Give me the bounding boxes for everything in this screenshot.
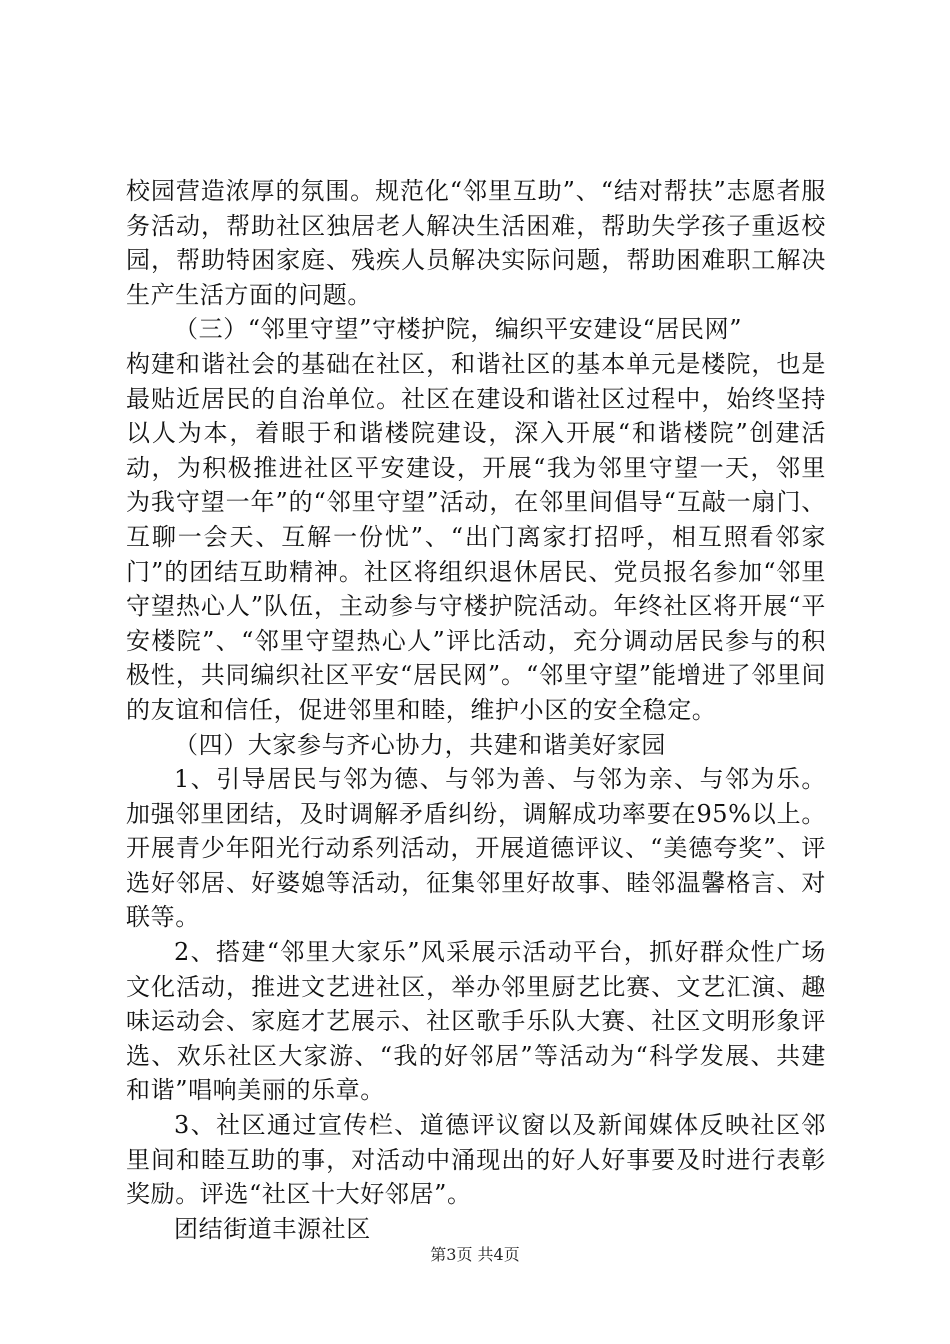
document-body [126, 174, 826, 1246]
paragraph-harmonious-community: 构建和谐社会的基础在社区，和谐社区的基本单元是楼院，也是最贴近居民的自治单位。社区在建设和谐社区过程中，始终坚持以人为本，着眼于和谐楼院建设，深入开展“和谐楼院”创建活动，为积极推进社区平安建设，开展“我为邻里守望一天，邻里为我守望一年”的“邻里守望”活动，在邻里间倡导“互敲一扇门、互聊一会天、互解一份忧”、“出门离家打招呼，相互照看邻家门”的团结互助精神。社区将组织退休居民、党员报名参加“邻里守望热心人”队伍，主动参与守楼护院活动。年终社区将开展“平安楼院”、“邻里守望热心人”评比活动，充分调动居民参与的积极性，共同编织社区平安“居民网”。“邻里守望”能增进了邻里间的友谊和信任，促进邻里和睦，维护小区的安全稳定。 [126, 349, 826, 724]
paragraph-item-3: 3、社区通过宣传栏、道德评议窗以及新闻媒体反映社区邻里间和睦互助的事，对活动中涌现出的好人好事要及时进行表彰奖励。评选“社区十大好邻居”。 [126, 1111, 826, 1209]
page-number-label: 第3页 共4页 [430, 1245, 520, 1264]
section-heading-joint-effort: （四）大家参与齐心协力，共建和谐美好家园 [174, 730, 666, 759]
paragraph-volunteer-services: 校园营造浓厚的氛围。规范化“邻里互助”、“结对帮扶”志愿者服务活动，帮助社区独居老人解决生活困难，帮助失学孩子重返校园，帮助特困家庭、残疾人员解决实际问题，帮助困难职工解决生产生活方面的问题。 [126, 177, 826, 309]
paragraph-item-2: 2、搭建“邻里大家乐”风采展示活动平台，抓好群众性广场文化活动，推进文艺进社区，举办邻里厨艺比赛、文艺汇演、趣味运动会、家庭才艺展示、社区歌手乐队大赛、社区文明形象评选、欢乐社区大家游、“我的好邻居”等活动为“科学发展、共建和谐”唱响美丽的乐章。 [126, 938, 826, 1105]
signature-line: 团结街道丰源社区 [174, 1214, 371, 1243]
paragraph-item-1: 1、引导居民与邻为德、与邻为善、与邻为亲、与邻为乐。加强邻里团结，及时调解矛盾纠纷，调解成功率要在95%以上。开展青少年阳光行动系列活动，开展道德评议、“美德夸奖”、评选好邻居、好婆媳等活动，征集邻里好故事、睦邻温馨格言、对联等。 [126, 765, 826, 932]
section-heading-neighborhood-watch: （三）“邻里守望”守楼护院，编织平安建设“居民网” [174, 315, 743, 344]
page-footer [0, 1245, 950, 1265]
